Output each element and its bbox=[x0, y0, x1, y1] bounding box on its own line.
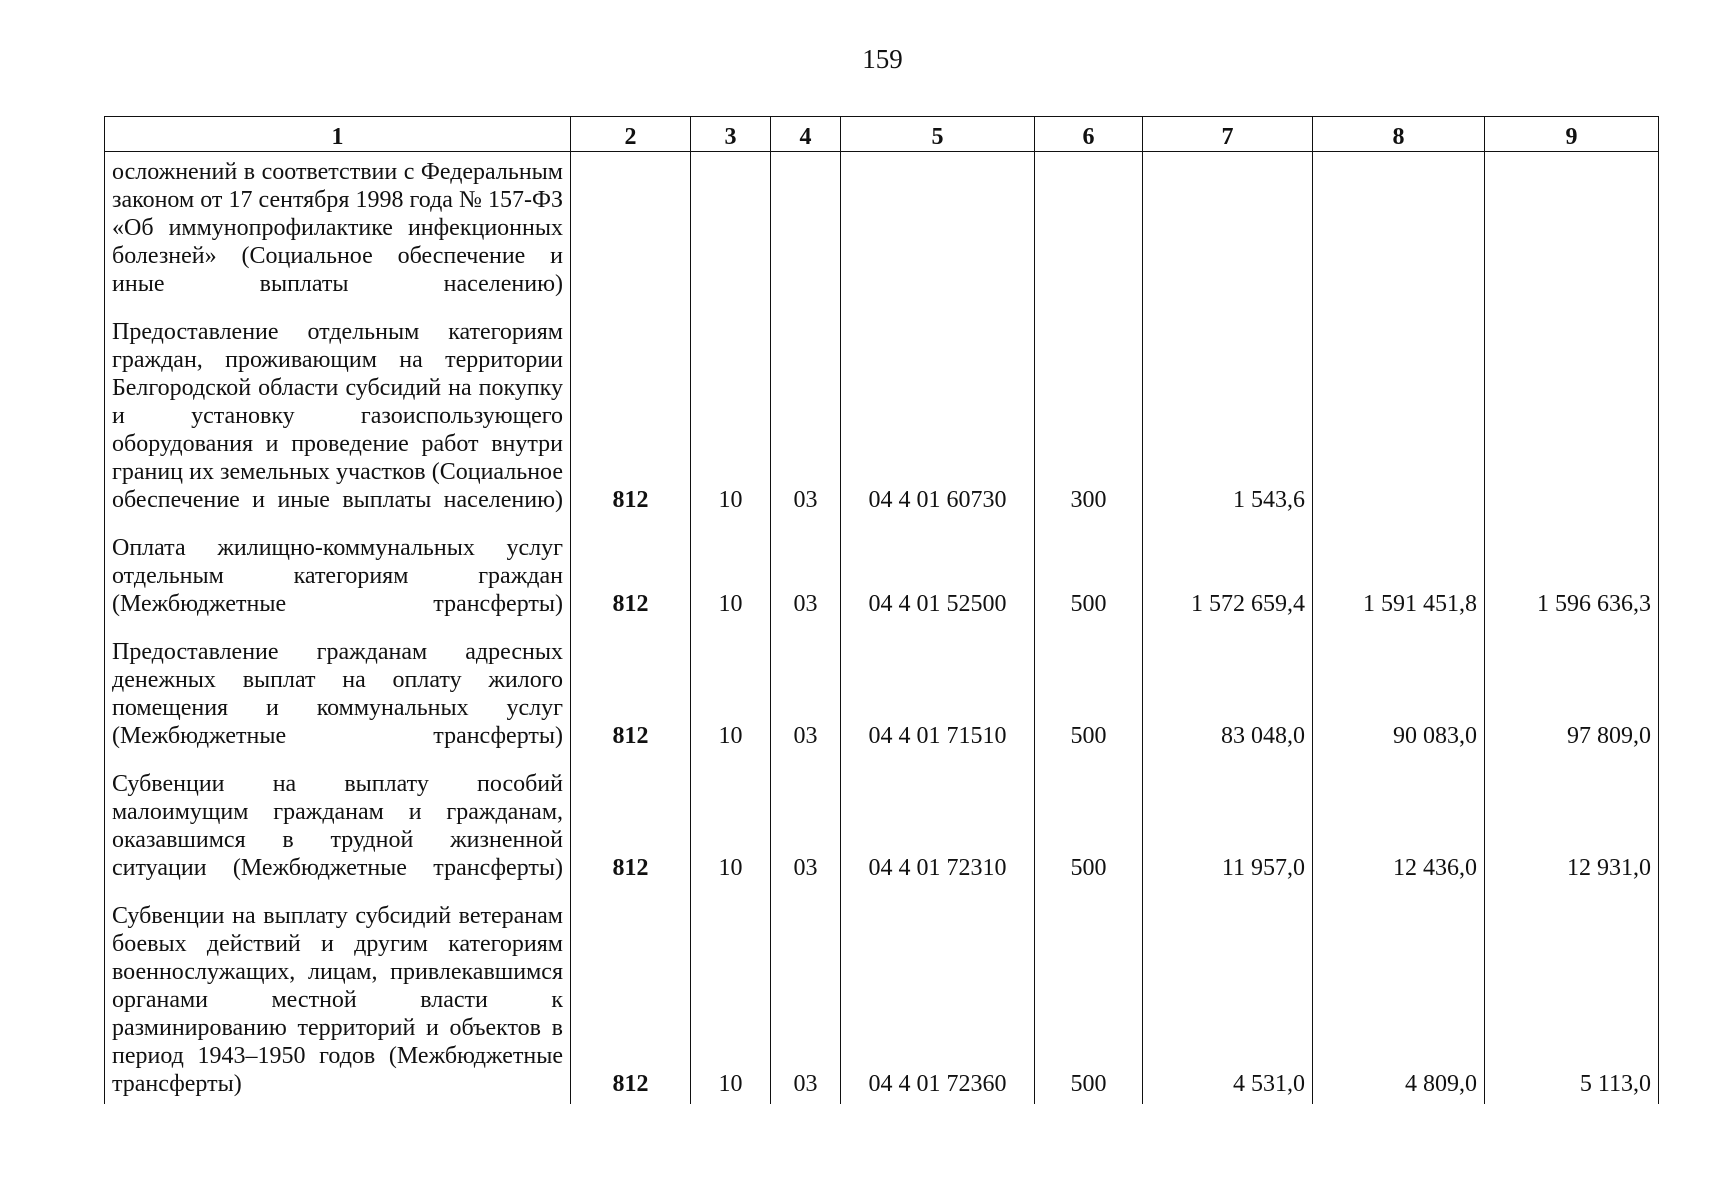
cell-col-4: 03 bbox=[771, 304, 841, 520]
cell-col-3: 10 bbox=[691, 520, 771, 624]
cell-col-9: 5 113,0 bbox=[1485, 888, 1659, 1104]
row-description: Предоставление гражданам адресных денежных выплат на оплату жилого помещения и коммунальных услуг (Межбюджетные трансферты) bbox=[105, 624, 571, 756]
header-col-8: 8 bbox=[1313, 117, 1485, 152]
table-row bbox=[105, 152, 1659, 305]
cell-col-3: 10 bbox=[691, 624, 771, 756]
cell-col-4: 03 bbox=[771, 888, 841, 1104]
header-col-6: 6 bbox=[1035, 117, 1143, 152]
cell-col-7: 11 957,0 bbox=[1143, 756, 1313, 888]
cell-col-7 bbox=[1143, 152, 1313, 305]
cell-col-7: 1 543,6 bbox=[1143, 304, 1313, 520]
cell-col-7: 4 531,0 bbox=[1143, 888, 1313, 1104]
cell-col-2: 812 bbox=[571, 888, 691, 1104]
header-row bbox=[105, 117, 1659, 152]
header-col-2: 2 bbox=[571, 117, 691, 152]
cell-col-6 bbox=[1035, 152, 1143, 305]
row-description: осложнений в соответствии с Федеральным законом от 17 сентября 1998 года № 157-ФЗ «Об иммунопрофилактике инфекционных болезней» (Социальное обеспечение и иные выплаты населению) bbox=[105, 152, 571, 305]
row-description: Субвенции на выплату субсидий ветеранам боевых действий и другим категориям военнослужащих, лицам, привлекавшимся органами местной власти к разминированию территорий и объектов в период 1943–1950 годов (Межбюджетные трансферты) bbox=[105, 888, 571, 1104]
cell-col-4: 03 bbox=[771, 624, 841, 756]
cell-col-5: 04 4 01 52500 bbox=[841, 520, 1035, 624]
cell-col-9 bbox=[1485, 152, 1659, 305]
cell-col-6: 500 bbox=[1035, 756, 1143, 888]
cell-col-5 bbox=[841, 152, 1035, 305]
cell-col-7: 1 572 659,4 bbox=[1143, 520, 1313, 624]
row-description: Оплата жилищно-коммунальных услуг отдельным категориям граждан (Межбюджетные трансферты) bbox=[105, 520, 571, 624]
cell-col-2: 812 bbox=[571, 624, 691, 756]
cell-col-6: 500 bbox=[1035, 888, 1143, 1104]
cell-col-8: 4 809,0 bbox=[1313, 888, 1485, 1104]
cell-col-9: 12 931,0 bbox=[1485, 756, 1659, 888]
header-col-4: 4 bbox=[771, 117, 841, 152]
header-col-3: 3 bbox=[691, 117, 771, 152]
cell-col-8: 90 083,0 bbox=[1313, 624, 1485, 756]
cell-col-5: 04 4 01 71510 bbox=[841, 624, 1035, 756]
cell-col-9: 1 596 636,3 bbox=[1485, 520, 1659, 624]
header-col-5: 5 bbox=[841, 117, 1035, 152]
header-col-1: 1 bbox=[105, 117, 571, 152]
cell-col-2: 812 bbox=[571, 756, 691, 888]
cell-col-9 bbox=[1485, 304, 1659, 520]
cell-col-5: 04 4 01 72360 bbox=[841, 888, 1035, 1104]
cell-col-3: 10 bbox=[691, 888, 771, 1104]
cell-col-8: 1 591 451,8 bbox=[1313, 520, 1485, 624]
header-col-7: 7 bbox=[1143, 117, 1313, 152]
row-description: Субвенции на выплату пособий малоимущим гражданам и гражданам, оказавшимся в трудной жизненной ситуации (Межбюджетные трансферты) bbox=[105, 756, 571, 888]
cell-col-7: 83 048,0 bbox=[1143, 624, 1313, 756]
cell-col-8 bbox=[1313, 152, 1485, 305]
table-row bbox=[105, 756, 1659, 888]
cell-col-2: 812 bbox=[571, 304, 691, 520]
cell-col-4: 03 bbox=[771, 756, 841, 888]
cell-col-3: 10 bbox=[691, 304, 771, 520]
cell-col-8: 12 436,0 bbox=[1313, 756, 1485, 888]
cell-col-6: 300 bbox=[1035, 304, 1143, 520]
cell-col-2: 812 bbox=[571, 520, 691, 624]
table-row bbox=[105, 624, 1659, 756]
cell-col-2 bbox=[571, 152, 691, 305]
header-col-9: 9 bbox=[1485, 117, 1659, 152]
cell-col-4 bbox=[771, 152, 841, 305]
table-row bbox=[105, 520, 1659, 624]
page-number: 159 bbox=[862, 44, 903, 74]
cell-col-3 bbox=[691, 152, 771, 305]
cell-col-5: 04 4 01 60730 bbox=[841, 304, 1035, 520]
cell-col-5: 04 4 01 72310 bbox=[841, 756, 1035, 888]
cell-col-6: 500 bbox=[1035, 520, 1143, 624]
budget-table bbox=[104, 116, 1659, 1104]
cell-col-6: 500 bbox=[1035, 624, 1143, 756]
row-description: Предоставление отдельным категориям граждан, проживающим на территории Белгородской области субсидий на покупку и установку газоиспользующего оборудования и проведение работ внутри границ их земельных участков (Социальное обеспечение и иные выплаты населению) bbox=[105, 304, 571, 520]
cell-col-3: 10 bbox=[691, 756, 771, 888]
cell-col-9: 97 809,0 bbox=[1485, 624, 1659, 756]
cell-col-8 bbox=[1313, 304, 1485, 520]
table-row bbox=[105, 888, 1659, 1104]
cell-col-4: 03 bbox=[771, 520, 841, 624]
table-row bbox=[105, 304, 1659, 520]
